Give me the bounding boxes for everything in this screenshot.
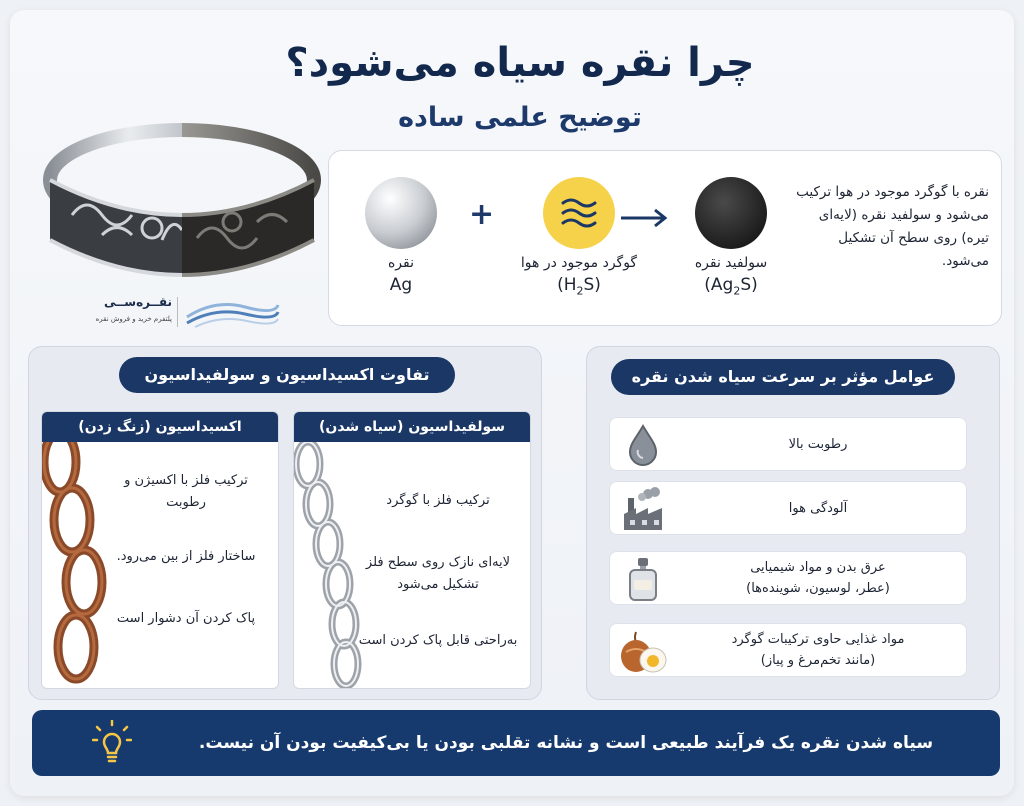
silver-chain-icon [294,442,364,689]
brand-divider [177,297,178,327]
reaction-arrow-icon [619,207,671,229]
factor-humidity [609,417,967,471]
brand-tagline: پلتفرم خرید و فروش نقره [95,315,172,323]
water-drop-icon [618,422,668,468]
page-subtitle: توضیح علمی ساده [398,102,642,133]
oxidation-card [41,411,279,689]
factor-food-label: مواد غذایی حاوی ترکیبات گوگرد [731,632,905,647]
reactant-silver [361,175,441,295]
wave-logo-icon [185,297,280,329]
sulfidation-point-2: لایه‌ای نازک روی سطح فلز تشکیل می‌شود [365,555,511,592]
infographic-page [10,10,1014,796]
oxidation-title: اکسیداسیون (زنگ زدن) [42,412,278,442]
product-label: سولفید نقره [694,255,768,271]
brand-name: نقــره‌ســی [103,295,172,309]
factor-pollution-label: آلودگی هوا [788,500,848,516]
reactant-sulfur-formula: $(H_2S)$ [557,275,601,298]
reactant-silver-label: نقره [387,255,415,271]
oxidation-point-3: پاک کردن آن دشوار است [116,611,256,626]
onion-egg-icon [618,628,668,674]
factors-title: عوامل مؤثر بر سرعت سیاه شدن نقره [611,359,955,395]
perfume-bottle-icon [618,556,668,602]
comparison-title: تفاوت اکسیداسیون و سولفیداسیون [119,357,455,393]
sulfidation-card [293,411,531,689]
rusty-chain-icon [42,442,112,689]
factor-chemicals-detail: (عطر، لوسیون، شوینده‌ها) [746,581,890,596]
oxidation-point-1: ترکیب فلز با اکسیژن و رطوبت [124,473,248,510]
factor-chemicals [609,551,967,605]
lightbulb-icon [92,720,132,766]
factors-panel [586,346,1000,700]
sulfidation-title: سولفیداسیون (سیاه شدن) [294,412,530,442]
factory-icon [618,486,668,532]
silver-sphere-icon [363,175,439,251]
factor-food-detail: (مانند تخم‌مرغ و پیاز) [760,653,876,668]
product-formula: $(Ag_2S)$ [704,275,758,298]
conclusion-banner [32,710,1000,776]
reaction-panel [328,150,1002,326]
factor-food [609,623,967,677]
oxidation-point-2: ساختار فلز از بین می‌رود. [116,549,256,564]
product-silver-sulfide [681,175,781,297]
reaction-description: نقره با گوگرد موجود در هوا ترکیب می‌شود و سولفید نقره (لایه‌ای تیره) روی سطح آن تشکیل می‌شود. [796,184,989,269]
reactant-sulfur-label: گوگرد موجود در هوا [520,255,638,271]
sulfur-gas-icon [541,175,617,251]
factor-humidity-label: رطوبت بالا [788,436,848,452]
reactant-sulfur [489,175,669,297]
comparison-panel [28,346,542,700]
factor-pollution [609,481,967,535]
brand-logo-block [80,295,280,335]
factor-chemicals-label: عرق بدن و مواد شیمیایی [750,560,886,575]
black-sphere-icon [693,175,769,251]
silver-ring-illustration [32,110,332,285]
conclusion-text: سیاه شدن نقره یک فرآیند طبیعی است و نشانه تقلبی بودن یا بی‌کیفیت بودن آن نیست. [198,733,934,753]
page-title: چرا نقره سیاه می‌شود؟ [285,40,755,86]
sulfidation-point-3: به‌راحتی قابل پاک کردن است [358,633,518,648]
plus-sign: + [469,197,495,232]
sulfidation-point-1: ترکیب فلز با گوگرد [386,493,490,508]
reactant-silver-formula: Ag [389,275,413,295]
